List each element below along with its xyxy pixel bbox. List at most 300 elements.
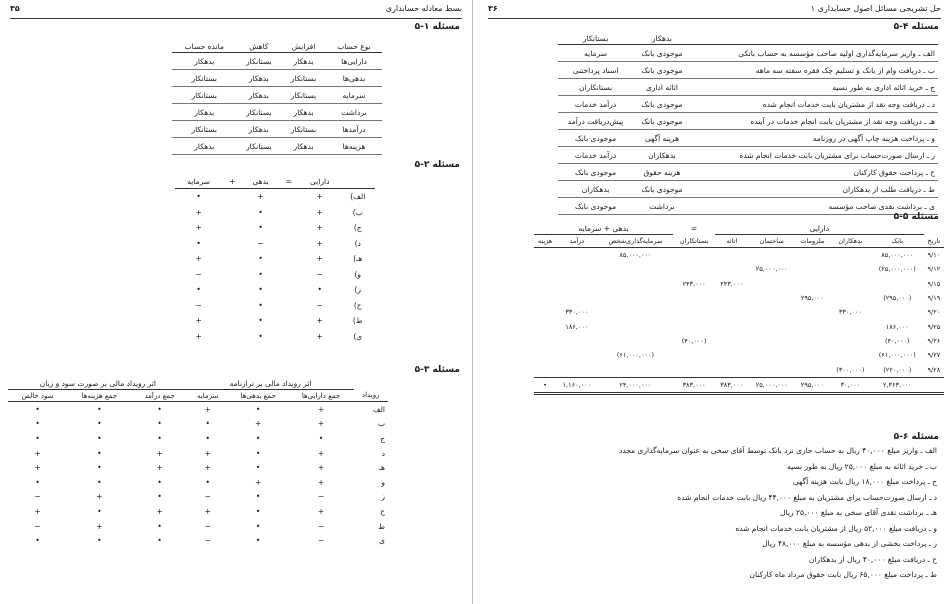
table-cell: بستانکار — [236, 53, 281, 70]
table-cell: + — [195, 254, 202, 264]
table-cell — [673, 348, 715, 362]
table-cell: • — [157, 521, 162, 531]
table-row — [175, 220, 375, 236]
table-cell: ط) — [352, 316, 363, 326]
table-cell: • — [97, 419, 102, 429]
table-cell: (۲۲۰,۰۰۰) — [883, 365, 912, 374]
header-row — [172, 40, 382, 53]
table-cell: ۳۳۰,۰۰۰ — [565, 308, 589, 317]
table-cell: + — [204, 448, 211, 458]
totals-row — [534, 377, 944, 393]
table-cell: موجودی بانک — [558, 164, 633, 181]
table-cell: درآمدها — [326, 121, 382, 138]
table-cell: ۳۳۰,۰۰۰ — [838, 308, 862, 317]
column-header: = — [279, 174, 299, 189]
table-cell: • — [157, 536, 162, 546]
total-cell: ۲,۳۶۳,۰۰۰ — [871, 377, 924, 393]
column-header: درآمد — [556, 235, 597, 248]
table-cell: • — [258, 207, 263, 217]
table-cell: − — [34, 521, 41, 531]
table-cell: − — [317, 492, 325, 502]
problem-title: مسئله ۶-۵ — [893, 432, 939, 442]
table-cell: موجودی بانک — [558, 130, 633, 147]
table-row — [8, 504, 388, 519]
table-cell: ۱۸۶,۰۰۰ — [885, 322, 909, 331]
table-cell: − — [195, 269, 202, 279]
table-cell — [556, 348, 597, 362]
table-cell: ب ـ دریافت وام از بانک و تسلیم چک فقره سفته سه ماهه — [691, 62, 938, 79]
table-row — [175, 313, 375, 329]
table-cell: ۲۹۵,۰۰۰ — [800, 294, 824, 303]
table-cell: + — [195, 316, 202, 326]
table-cell: ۹/۱۰ — [927, 251, 941, 260]
table-cell: بدهکار — [281, 138, 326, 155]
table-cell: + — [156, 448, 163, 458]
table-cell — [749, 277, 795, 291]
table-cell — [534, 277, 556, 291]
column-header: ساختمان — [749, 235, 795, 248]
table-cell — [279, 220, 299, 236]
table-row — [558, 147, 938, 164]
list-item: و ـ دریافت مبلغ ۵۲,۰۰۰ ریال از مشتریان بابت خدمات انجام شده — [735, 523, 937, 533]
list-item: ح ـ دریافت مبلغ ۴۰,۰۰۰ ریال از بدهکاران — [808, 554, 937, 564]
table-cell: − — [257, 238, 264, 248]
table-cell: ح — [380, 506, 385, 516]
group-header — [354, 378, 388, 390]
table-cell: • — [157, 477, 162, 487]
column-header: جمع درآمد — [132, 390, 188, 402]
table-cell: • — [157, 419, 162, 429]
table-cell: • — [35, 404, 40, 414]
group-header-row — [534, 222, 944, 235]
table-cell: + — [204, 463, 211, 473]
table-cell: سرمایه — [558, 45, 633, 62]
table-row — [534, 348, 944, 362]
table-cell: ح ـ پرداخت حقوق کارکنان — [691, 164, 938, 181]
table-cell: ۹/۲۵ — [927, 322, 941, 331]
table-cell: بدهکاران — [558, 181, 633, 198]
table-row — [175, 329, 375, 345]
table-cell — [534, 319, 556, 333]
table-cell — [222, 282, 242, 298]
table-cell — [749, 348, 795, 362]
table-cell — [279, 313, 299, 329]
table-cell: • — [157, 433, 162, 443]
table-cell — [556, 248, 597, 263]
table-cell: • — [255, 433, 261, 443]
table-cell — [534, 291, 556, 305]
table-row — [175, 298, 375, 314]
table-cell: • — [35, 477, 40, 487]
table-cell: • — [196, 192, 201, 202]
table-cell: + — [316, 254, 323, 264]
table-row — [534, 305, 944, 319]
table-cell — [795, 305, 830, 319]
column-header: اثاثه — [715, 235, 749, 248]
table-cell: برداشت — [633, 198, 691, 215]
table-row — [172, 104, 382, 121]
table-cell: ۹/۲۷ — [927, 351, 941, 360]
table-row — [558, 181, 938, 198]
column-header: سرمایه — [175, 174, 222, 189]
expanded-equation-table — [534, 222, 944, 395]
table-cell — [598, 291, 674, 305]
table-cell — [279, 189, 299, 205]
table-cell: • — [317, 285, 322, 295]
table-cell: درآمد خدمات — [558, 96, 633, 113]
column-header — [691, 32, 938, 45]
table-cell: • — [35, 433, 40, 443]
table-cell: ط — [378, 521, 385, 531]
table-cell: • — [258, 223, 263, 233]
table-cell — [534, 305, 556, 319]
table-cell — [795, 248, 830, 263]
table-row — [172, 121, 382, 138]
table-cell: و ـ پرداخت هزینه چاپ آگهی در روزنامه — [691, 130, 938, 147]
table-cell: + — [317, 477, 325, 487]
total-cell: ۲۹۵,۰۰۰ — [795, 377, 830, 393]
table-cell: بستانکار — [236, 104, 281, 121]
table-cell: + — [316, 331, 323, 341]
table-cell: • — [97, 463, 102, 473]
table-cell: − — [204, 521, 211, 531]
table-row — [175, 282, 375, 298]
group-header: اثر رویداد مالی بر صورت سود و زیان — [8, 378, 188, 390]
total-cell: ۲۴,۰۰۰,۰۰۰ — [598, 377, 674, 393]
table-row — [558, 96, 938, 113]
table-cell — [749, 362, 795, 377]
table-cell: • — [97, 477, 102, 487]
column-header: بدهی — [242, 174, 278, 189]
column-header: بدهکاران — [830, 235, 871, 248]
table-row — [8, 490, 388, 505]
table-cell — [830, 248, 871, 263]
table-cell: درآمد خدمات — [558, 147, 633, 164]
group-header: اثر رویداد مالی بر ترازنامه — [188, 378, 354, 390]
table-cell: بستانکار — [281, 70, 326, 87]
table-cell: هزینه آگهی — [633, 130, 691, 147]
table-row — [8, 475, 388, 490]
column-header: کاهش — [236, 40, 281, 53]
table-cell — [673, 262, 715, 276]
table-cell — [279, 298, 299, 314]
table-row — [558, 45, 938, 62]
table-cell — [222, 251, 242, 267]
table-cell: + — [195, 223, 202, 233]
table-cell — [830, 348, 871, 362]
table-cell — [795, 334, 830, 348]
total-cell: ۳۰,۰۰۰ — [830, 377, 871, 393]
table-cell: • — [205, 419, 210, 429]
table-cell: + — [316, 192, 323, 202]
table-cell: ج — [380, 433, 385, 443]
table-cell: ج ـ خرید اثاثه اداری به طور نسیه — [691, 79, 938, 96]
table-cell: بدهی‌ها — [326, 70, 382, 87]
table-cell: ح) — [353, 300, 362, 310]
table-cell — [279, 236, 299, 252]
table-cell: • — [258, 269, 263, 279]
table-cell — [871, 277, 924, 291]
table-cell: موجودی بانک — [633, 181, 691, 198]
table-cell — [795, 277, 830, 291]
table-cell: ب — [377, 419, 385, 429]
table-cell — [598, 305, 674, 319]
table-cell: • — [255, 492, 261, 502]
table-cell: ی) — [353, 331, 363, 341]
table-row — [534, 277, 944, 291]
column-header: سرمایه — [188, 390, 228, 402]
group-header: بدهی + سرمایه — [534, 222, 673, 235]
left-page — [0, 0, 473, 604]
column-header: نوع حساب — [326, 40, 382, 53]
page-header — [488, 4, 941, 19]
table-cell: موجودی بانک — [558, 198, 633, 215]
table-row — [175, 189, 375, 205]
table-cell — [598, 319, 674, 333]
table-cell — [534, 362, 556, 377]
problem-title: مسئله ۵-۵ — [893, 212, 939, 222]
table-cell: + — [316, 223, 323, 233]
table-cell — [279, 282, 299, 298]
table-cell: الف) — [350, 192, 366, 202]
table-cell — [795, 362, 830, 377]
table-cell — [749, 305, 795, 319]
table-cell: • — [97, 448, 102, 458]
header-row — [8, 390, 388, 402]
table-cell: + — [316, 207, 323, 217]
table-cell — [222, 298, 242, 314]
table-cell: • — [318, 433, 324, 443]
table-cell: • — [205, 477, 210, 487]
table-cell: + — [156, 506, 163, 516]
table-cell — [279, 267, 299, 283]
table-row — [558, 62, 938, 79]
table-cell: • — [255, 448, 261, 458]
table-cell: • — [258, 300, 263, 310]
table-cell — [715, 291, 749, 305]
table-cell: + — [156, 463, 163, 473]
table-cell: بستانکار — [236, 138, 281, 155]
transaction-effects-table — [8, 378, 388, 548]
table-cell — [673, 319, 715, 333]
header-row — [175, 174, 375, 189]
table-cell: • — [205, 433, 210, 443]
table-cell: ی ـ برداشت نقدی صاحب مؤسسه — [691, 198, 938, 215]
table-cell — [556, 277, 597, 291]
table-cell — [279, 205, 299, 221]
table-cell: بستانکار — [172, 87, 236, 104]
table-cell: • — [157, 404, 162, 414]
table-cell: • — [97, 433, 102, 443]
table-cell: هـ) — [353, 254, 363, 264]
table-cell: ی — [379, 536, 385, 546]
table-cell — [222, 205, 242, 221]
table-row — [8, 402, 388, 417]
table-row — [534, 319, 944, 333]
right-page — [478, 0, 951, 604]
table-cell — [715, 248, 749, 263]
table-row — [558, 164, 938, 181]
table-cell — [715, 334, 749, 348]
table-cell: بدهکار — [236, 121, 281, 138]
table-cell: اسناد پرداختنی — [558, 62, 633, 79]
table-cell — [830, 334, 871, 348]
table-row — [534, 248, 944, 263]
table-cell: • — [255, 463, 261, 473]
header-row — [534, 235, 944, 248]
table-cell — [222, 220, 242, 236]
table-cell: • — [258, 285, 263, 295]
table-cell — [534, 248, 556, 263]
table-row — [534, 362, 944, 377]
journal-table — [558, 32, 938, 215]
table-cell: − — [316, 269, 323, 279]
group-header: دارایی — [715, 222, 924, 235]
table-row — [175, 236, 375, 252]
table-cell: بدهکار — [281, 53, 326, 70]
header-title: حل تشریحی مسائل اصول حسابداری ۱ — [810, 4, 941, 13]
list-item: الف ـ واریز مبلغ ۴۰,۰۰۰ ریال به حساب جاری نزد بانک توسط آقای سخی به عنوان سرمایه‌گذاری مجدد — [618, 446, 937, 455]
table-cell: • — [258, 254, 263, 264]
table-cell — [556, 334, 597, 348]
page-number: ۳۶ — [488, 4, 498, 13]
table-cell: ۲۴۳,۰۰۰ — [682, 279, 706, 288]
table-cell: بستانکار — [172, 70, 236, 87]
table-row — [175, 205, 375, 221]
table-cell: − — [204, 492, 211, 502]
column-header: بدهکار — [633, 32, 691, 45]
table-cell — [673, 291, 715, 305]
table-cell: بستانکار — [172, 121, 236, 138]
problem-title: مسئله ۱-۵ — [414, 22, 460, 32]
table-cell — [715, 348, 749, 362]
table-cell: ۸۵,۰۰۰,۰۰۰ — [619, 251, 652, 260]
table-cell: + — [195, 207, 202, 217]
table-cell: بدهکار — [281, 104, 326, 121]
table-cell — [222, 313, 242, 329]
table-cell — [598, 362, 674, 377]
table-cell — [556, 262, 597, 276]
table-row — [534, 291, 944, 305]
table-cell: اثاثه اداری — [633, 79, 691, 96]
table-cell: • — [258, 316, 263, 326]
table-cell: − — [204, 536, 211, 546]
table-cell — [715, 362, 749, 377]
table-cell: ز ـ ارسال صورت‌حساب برای مشتریان بابت خدمات انجام شده — [691, 147, 938, 164]
table-cell: برداشت — [326, 104, 382, 121]
list-item: ب ـ خرید اثاثه به مبلغ ۲۵,۰۰۰ ریال به طور نسیه — [787, 461, 937, 471]
column-header: تاریخ — [924, 235, 944, 248]
table-cell — [534, 334, 556, 348]
column-header: جمع دارایی‌ها — [288, 390, 353, 402]
total-cell: ۳۸۳,۰۰۰ — [715, 377, 749, 393]
table-cell: الف ـ واریز سرمایه‌گذاری اولیه صاحب مؤسسه به حساب بانکی — [691, 45, 938, 62]
table-cell: ۹/۲۶ — [927, 336, 941, 345]
table-cell — [830, 319, 871, 333]
column-header: رویداد — [354, 390, 388, 402]
table-cell: + — [34, 448, 41, 458]
table-cell: بدهکار — [172, 104, 236, 121]
column-header: دارایی — [299, 174, 341, 189]
table-cell: + — [96, 521, 103, 531]
table-cell: • — [97, 404, 102, 414]
table-cell — [795, 348, 830, 362]
list-item: ط ـ پرداخت مبلغ ۶۵,۰۰۰ ریال بابت حقوق مرداد ماه کارکنان — [749, 570, 937, 579]
table-cell: و) — [354, 269, 362, 279]
table-cell: پیش‌دریافت درآمد — [558, 113, 633, 130]
table-cell — [871, 305, 924, 319]
group-header: = — [690, 223, 698, 233]
table-cell — [279, 251, 299, 267]
total-cell: ۱,۱۶۰,۰۰۰ — [556, 377, 597, 393]
table-cell: • — [258, 331, 263, 341]
column-header: افزایش — [281, 40, 326, 53]
table-cell: دارایی‌ها — [326, 53, 382, 70]
table-cell: ب) — [352, 207, 363, 217]
table-row — [8, 533, 388, 548]
table-cell: بستانکار — [281, 121, 326, 138]
table-cell: (۲۵,۰۰۰,۰۰۰) — [878, 265, 916, 274]
table-cell — [598, 334, 674, 348]
table-cell: + — [96, 492, 103, 502]
table-cell: • — [196, 238, 201, 248]
table-cell: • — [196, 285, 201, 295]
table-cell: ج) — [353, 223, 362, 233]
table-row — [8, 446, 388, 461]
table-row — [172, 70, 382, 87]
table-cell — [222, 329, 242, 345]
table-cell: بدهکاران — [633, 147, 691, 164]
problem-title: مسئله ۲-۵ — [414, 160, 460, 170]
column-header: بستانکاران — [673, 235, 715, 248]
table-cell: + — [316, 238, 323, 248]
table-cell: (۴۰,۰۰۰) — [884, 336, 910, 345]
total-cell: • — [534, 377, 556, 393]
column-header: سرمایه‌گذاری‌شخص — [598, 235, 674, 248]
table-cell: + — [317, 506, 325, 516]
table-row — [534, 334, 944, 348]
table-cell — [556, 291, 597, 305]
table-cell — [830, 291, 871, 305]
column-header — [341, 174, 375, 189]
table-cell: هزینه‌ها — [326, 138, 382, 155]
table-cell — [749, 319, 795, 333]
header-row — [558, 32, 938, 45]
table-cell: د ـ دریافت وجه نقد از مشتریان بابت خدمات انجام شده — [691, 96, 938, 113]
table-cell: + — [317, 463, 325, 473]
table-row — [8, 431, 388, 446]
table-cell: − — [317, 536, 325, 546]
table-row — [172, 87, 382, 104]
table-cell: • — [35, 419, 40, 429]
table-cell: ۹/۱۲ — [927, 265, 941, 274]
table-row — [558, 113, 938, 130]
column-header: جمع بدهی‌ها — [228, 390, 289, 402]
table-cell: + — [195, 331, 202, 341]
column-header: جمع هزینه‌ها — [67, 390, 131, 402]
table-cell — [534, 262, 556, 276]
table-cell: ز — [381, 492, 385, 502]
table-row — [558, 79, 938, 96]
list-item: ج ـ پرداخت مبلغ ۱۸,۰۰۰ ریال بابت هزینه آگهی — [792, 477, 937, 486]
group-header-row — [8, 378, 388, 390]
table-cell — [749, 248, 795, 263]
table-cell — [673, 248, 715, 263]
table-cell: − — [316, 300, 323, 310]
table-cell: موجودی بانک — [633, 45, 691, 62]
table-cell: بستانکار — [281, 87, 326, 104]
table-cell: + — [257, 192, 264, 202]
